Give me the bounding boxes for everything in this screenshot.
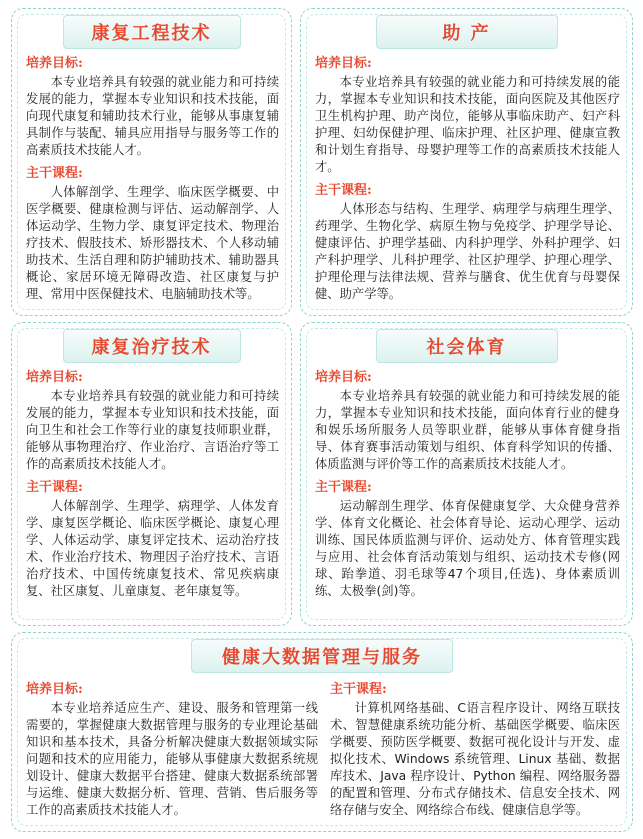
- course-label: 主干课程:: [315, 183, 372, 198]
- program-card-midwifery: [300, 8, 633, 316]
- program-title: 助 产: [376, 15, 558, 49]
- course-text: 人体解剖学、生理学、临床医学概要、中医学概要、健康检测与评估、运动解剖学、人体运动学、生物力学、康复评定技术、物理治疗技术、假肢技术、矫形器技术、个人移动辅助技术、生活自理和防护辅助技术、辅助器具概论、家居环境无障碍改造、社区康复与护理、常用中医保健技术、电脑辅助技术等。: [26, 185, 279, 301]
- course-label: 主干课程:: [315, 480, 372, 495]
- goal-label: 培养目标:: [315, 370, 372, 385]
- program-title: 健康大数据管理与服务: [191, 639, 453, 673]
- course-text: 计算机网络基础、C语言程序设计、网络互联技术、智慧健康系统功能分析、基础医学概要、临床医学概要、预防医学概要、数据可视化设计与开发、虚拟化技术、Windows 系统管理、Linux 基础、数据库技术、Java 程序设计、Python 编程、网络服务器的配置和管理、分布式存储技术、信息安全技术、网络存储与安全、网络综合布线、健康信息学等。: [330, 701, 620, 817]
- course-label: 主干课程:: [26, 166, 83, 181]
- course-label: 主干课程:: [330, 682, 387, 697]
- program-card-rehab-therapy: [11, 322, 292, 626]
- program-title: 社会体育: [376, 329, 558, 363]
- goal-text: 本专业培养具有较强的就业能力和可持续发展的能力，掌握本专业知识和技术技能，面向卫生和社会工作等行业的康复技师职业群，能够从事物理治疗、作业治疗、言语治疗等工作的高素质技术技能人才。: [26, 389, 279, 471]
- goal-label: 培养目标:: [26, 56, 83, 71]
- course-text: 人体解剖学、生理学、病理学、人体发育学、康复医学概论、临床医学概论、康复心理学、人体运动学、康复评定技术、运动治疗技术、作业治疗技术、物理因子治疗技术、言语治疗技术、中国传统康复技术、常见疾病康复、社区康复、儿童康复、老年康复等。: [26, 499, 279, 598]
- program-card-rehab-engineering: [11, 8, 292, 316]
- program-card-health-big-data: [11, 632, 633, 832]
- goal-text: 本专业培养具有较强的就业能力和可持续发展的能力，掌握本专业知识和技术技能，面向体育行业的健身和娱乐场所服务人员等职业群，能够从事体育健身指导、体育赛事活动策划与组织、体育科学知识的传播、体质监测与评价等工作的高素质技术技能人才。: [315, 389, 620, 471]
- program-card-social-sports: [300, 322, 633, 626]
- course-text: 运动解剖生理学、体育保健康复学、大众健身营养学、体育文化概论、社会体育导论、运动心理学、运动训练、国民体质监测与评价、运动处方、体育管理实践与应用、社会体育活动策划与组织、运动技术专修(网球、跆拳道、羽毛球等47个项目,任选)、身体素质训练、太极拳(剑)等。: [315, 499, 620, 598]
- goal-text: 本专业培养适应生产、建设、服务和管理第一线需要的，掌握健康大数据管理与服务的专业理论基础知识和基本技术，具备分析解决健康大数据领域实际问题和技术的应用能力，能够从事健康大数据系统规划设计、健康大数据平台搭建、健康大数据系统部署与运维、健康大数据分析、管理、营销、售后服务等工作的高素质技术技能人才。: [26, 701, 318, 817]
- course-text: 人体形态与结构、生理学、病理学与病理生理学、药理学、生物化学、病原生物与免疫学、护理学导论、健康评估、护理学基础、内科护理学、外科护理学、妇产科护理学、儿科护理学、社区护理学、护理心理学、护理伦理与法律法规、营养与膳食、优生优育与母婴保健、助产学等。: [315, 202, 620, 301]
- goal-label: 培养目标:: [26, 370, 83, 385]
- program-title: 康复治疗技术: [63, 329, 241, 363]
- goal-text: 本专业培养具有较强的就业能力和可持续发展的能力，掌握本专业知识和技术技能，面向医院及其他医疗卫生机构护理、助产岗位，能够从事临床助产、妇产科护理、妇幼保健护理、临床护理、社区护理、健康宣教和计划生育指导、母婴护理等工作的高素质技术技能人才。: [315, 75, 620, 174]
- course-label: 主干课程:: [26, 480, 83, 495]
- program-title: 康复工程技术: [63, 15, 241, 49]
- goal-label: 培养目标:: [315, 56, 372, 71]
- goal-label: 培养目标:: [26, 682, 83, 697]
- goal-text: 本专业培养具有较强的就业能力和可持续发展的能力，掌握本专业知识和技术技能，面向现代康复和辅助技术行业，能够从事康复辅具制作与装配、辅具应用指导与服务等工作的高素质技术技能人才。: [26, 75, 279, 157]
